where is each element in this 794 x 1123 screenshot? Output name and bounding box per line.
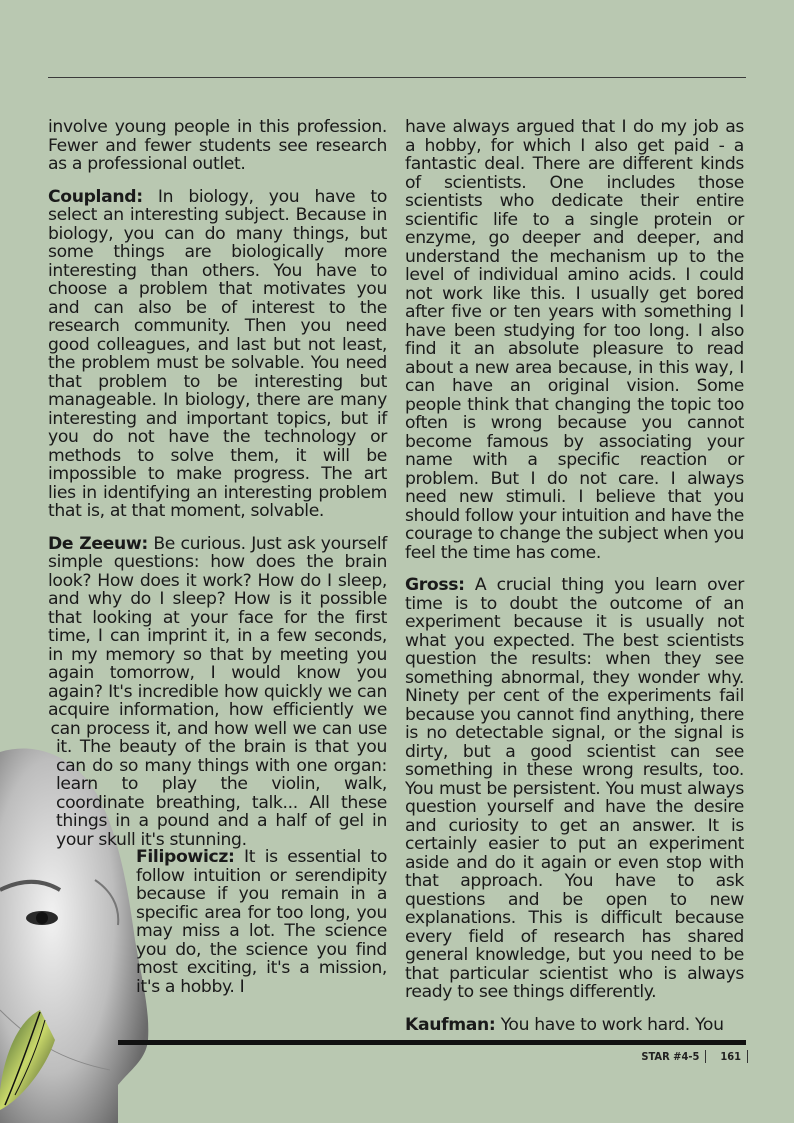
speaker-name: Gross:	[405, 575, 465, 595]
divider	[747, 1050, 748, 1063]
top-rule	[48, 77, 746, 78]
speaker-name: De Zeeuw:	[48, 533, 148, 554]
right-column	[405, 118, 744, 1034]
speaker-name: Filipowicz:	[136, 847, 235, 867]
magazine-issue: STAR #4-5	[641, 1050, 700, 1063]
divider	[705, 1050, 706, 1063]
page-footer	[641, 1050, 748, 1063]
paragraph-continued: have always argued that I do my job as a hobby, for which I also get paid - a fantastic deal. There are different kinds of scientists. One includes those scientists who dedicate their entire scientific life to a single protein or enzyme, go deeper and deeper, and understand the mechanism up to the level of individual amino acids. I could not work like this. I usually get bored after five or ten years with something I have been studying for too long. I also find it an absolute pleasure to read about a new area because, in this way, I can have an original vision. Some people think that changing the topic too often is wrong because you cannot become famous by associating your name with a specific reaction or problem. But I do not care. I always need new stimuli. I believe that you should follow your intuition and have the courage to change the subject when you feel the time has come.	[405, 117, 744, 563]
paragraph-kaufman: Kaufman: You have to work hard. You	[405, 1014, 724, 1035]
paragraph-filipowicz: Filipowicz: It is essential to follow intuition or serendipity because if you remain in a specific area for too long, you may miss a lot. The science you do, the science you find most exciting, it's a mission, it's a hobby. I	[136, 847, 387, 997]
paragraph-de-zeeuw: De Zeeuw: Be curious. Just ask yourself simple questions: how does the brain look? How does it work? How do I sleep, and why do I sleep? How is it possible that looking at your face for the first time, I can imprint it, in a few seconds, in my memory so that by meeting you again tomorrow, I would know you again? It's incredible how quickly we can acquire information, how efficiently we can process it, and how well we can use it. The beauty of the brain is that you can do so many things with one organ: learn to play the violin, walk, coordinate breathing, talk... All these things in a pound and a half of gel in your skull it's stunning.	[48, 533, 387, 850]
left-column	[48, 118, 387, 895]
speaker-name: Coupland:	[48, 186, 143, 207]
speaker-name: Kaufman:	[405, 1014, 496, 1035]
page-number: 161	[720, 1050, 741, 1063]
paragraph-gross: Gross: A crucial thing you learn over time is to doubt the outcome of an experiment because it is usually not what you expected. The best scientists question the results: when they see something abnormal, they wonder why. Ninety per cent of the experiments fail because you cannot find anything, there is no detectable signal, or the signal is dirty, but a good scientist can see something in these wrong results, too. You must be persistent. You must always question yourself and have the desire and curiosity to get an answer. It is certainly easier to put an experiment aside and do it again or even stop with that approach. You have to ask questions and be open to new explanations. This is difficult because every field of research has shared general knowledge, but you need to be that particular scientist who is always ready to see things differently.	[405, 575, 744, 1002]
paragraph-coupland: Coupland: In biology, you have to select an interesting subject. Because in biology, you can do many things, but some things are biologically more interesting than others. You have to choose a problem that motivates you and can also be of interest to the research community. Then you need good colleagues, and last but not least, the problem must be solvable. You need that problem to be interesting but manageable. In biology, there are many interesting and important topics, but if you do not have the technology or methods to solve them, it will be impossible to make progress. The art lies in identifying an interesting problem that is, at that moment, solvable.	[48, 186, 387, 521]
paragraph-intro: involve young people in this profession. Fewer and fewer students see research as a professional outlet.	[48, 117, 387, 174]
bottom-rule	[118, 1040, 746, 1045]
